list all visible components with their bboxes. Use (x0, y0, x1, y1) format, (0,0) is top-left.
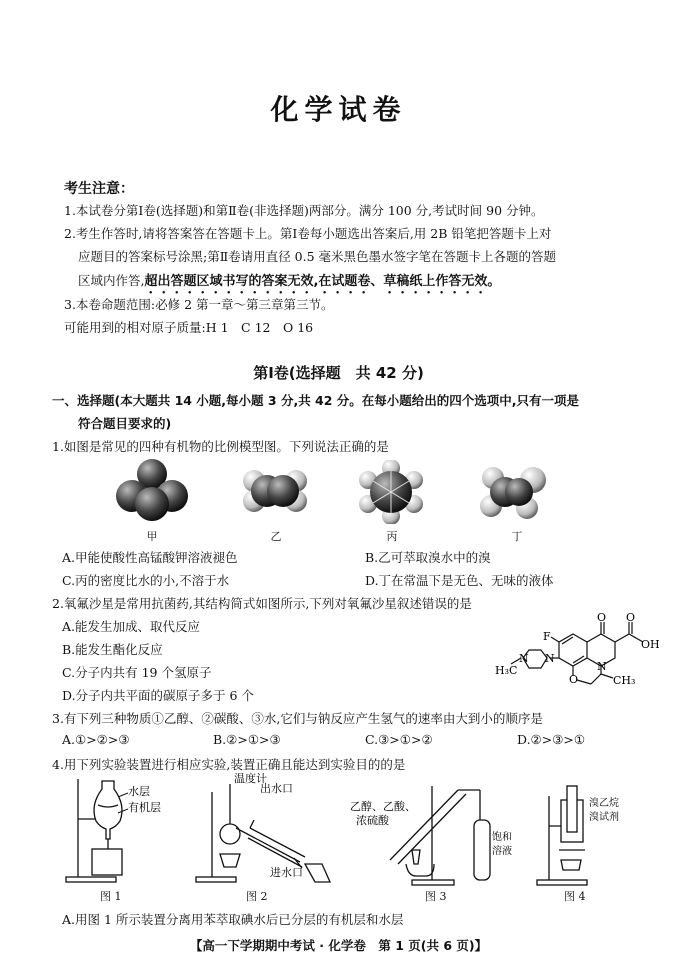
q2-stem: 2.氧氟沙星是常用抗菌药,其结构简式如图所示,下列对氧氟沙星叙述错误的是 (52, 596, 472, 611)
q2-atom-f: F (543, 630, 551, 643)
notice-item-3: 3.本卷命题范围:必修 2 第一章～第三章第三节。 (64, 297, 334, 312)
q4-fig4-label1: 溴乙烷 (589, 798, 619, 809)
q2-atom-n-pip1: N (545, 652, 555, 665)
q2-option-c: C.分子内共有 19 个氢原子 (62, 665, 212, 680)
section-instructions-line2: 符合题目要求的) (78, 416, 172, 431)
q4-fig1-label-organic: 有机层 (128, 801, 161, 814)
q4-fig1-label-water: 水层 (128, 785, 150, 798)
q1-label-yi: 乙 (270, 530, 282, 543)
section-instructions-line1: 一、选择题(本大题共 14 小题,每小题 3 分,共 42 分。在每小题给出的四个选项中,只有一项是 (52, 393, 580, 408)
q4-fig3-label-reagents1: 乙醇、乙酸、 (350, 800, 416, 813)
q3-option-b: B.②>①>③ (213, 732, 281, 747)
section-title: 第Ⅰ卷(选择题 共 42 分) (253, 364, 424, 382)
q4-fig3-ester-preparation (350, 780, 525, 887)
q4-fig3-caption: 图 3 (425, 890, 447, 903)
q1-label-ding: 丁 (511, 530, 523, 543)
q2-group-h3c: H₃C (495, 664, 518, 677)
q4-fig4-label2: 溴试剂 (589, 812, 619, 823)
q3-option-d: D.②>③>① (517, 732, 586, 747)
q1-option-b: B.乙可萃取溴水中的溴 (365, 550, 491, 565)
q2-atom-o-acid: O (626, 612, 636, 624)
q3-stem: 3.有下列三种物质①乙醇、②碳酸、③水,它们与钠反应产生氢气的速率由大到小的顺序是 (52, 711, 543, 726)
q2-atom-n-pip2: N (519, 652, 529, 665)
q3-option-a: A.①>②>③ (62, 732, 130, 747)
q4-fig2-label-inlet: 进水口 (270, 866, 303, 879)
q1-option-a: A.甲能使酸性高锰酸钾溶液褪色 (62, 550, 238, 565)
q2-atom-o-ring: O (569, 673, 579, 686)
notice-item-2-line3 (78, 270, 500, 297)
page-footer: 【高一下学期期中考试 · 化学卷 第 1 页(共 6 页)】 (189, 938, 488, 953)
q4-stem: 4.用下列实验装置进行相应实验,装置正确且能达到实验目的的是 (52, 757, 406, 772)
q4-fig3-label-solution: 溶液 (492, 846, 512, 857)
q3-option-c: C.③>①>② (365, 732, 433, 747)
atomic-masses: 可能用到的相对原子质量:H 1 C 12 O 16 (64, 320, 314, 335)
q4-fig3-label-reagents2: 浓硫酸 (356, 814, 389, 827)
q2-group-ch3: CH₃ (613, 674, 636, 687)
notice-item-2-line1: 2.考生作答时,请将答案答在答题卡上。第Ⅰ卷每小题选出答案后,用 2B 铅笔把答题卡上对 (64, 226, 552, 241)
q4-option-a: A.用图 1 所示装置分离用苯萃取碘水后已分层的有机层和水层 (62, 912, 404, 927)
q1-model-benzene (358, 460, 424, 524)
q1-model-ethanol (475, 462, 550, 524)
q2-option-b: B.能发生酯化反应 (62, 642, 163, 657)
q1-stem: 1.如图是常见的四种有机物的比例模型图。下列说法正确的是 (52, 439, 389, 454)
q4-fig1-caption: 图 1 (100, 890, 122, 903)
page-title: 化学试卷 (270, 93, 407, 126)
q4-fig2-distillation (190, 772, 340, 887)
notice-item-1: 1.本试卷分第Ⅰ卷(选择题)和第Ⅱ卷(非选择题)两部分。满分 100 分,考试时间 90 分钟。 (64, 203, 544, 218)
notice-item-2-line2: 应题目的答案标号涂黑;第Ⅱ卷请用直径 0.5 毫米黑色墨水签字笔在答题卡上各题的答题 (78, 249, 557, 264)
q4-fig2-caption: 图 2 (246, 890, 268, 903)
q1-option-c: C.丙的密度比水的小,不溶于水 (62, 573, 230, 588)
notice-heading: 考生注意： (64, 181, 134, 197)
q4-fig4-apparatus (535, 776, 645, 888)
q2-atom-n-ring: N (597, 660, 607, 673)
notice-emphasis: 超出答题区域书写的答案无效,在试题卷、草稿纸上作答无效。 (144, 274, 501, 289)
q2-option-d: D.分子内共平面的碳原子多于 6 个 (62, 688, 254, 703)
q1-label-bing: 丙 (386, 530, 398, 543)
q1-model-ethylene (240, 466, 310, 516)
q4-fig3-label-saturated: 饱和 (492, 832, 512, 843)
q1-label-jia: 甲 (146, 530, 158, 543)
q2-ofloxacin-structure (495, 612, 665, 694)
q2-atom-o-top: O (597, 612, 607, 624)
q4-fig1-separatory-funnel (62, 775, 172, 887)
q2-atom-oh: OH (641, 638, 660, 651)
q4-fig4-caption: 图 4 (564, 890, 586, 903)
q1-option-d: D.丁在常温下是无色、无味的液体 (365, 573, 554, 588)
q4-fig2-label-outlet: 出水口 (260, 782, 293, 795)
q2-option-a: A.能发生加成、取代反应 (62, 619, 201, 634)
notice-item-2-line3-plain: 区域内作答, (78, 273, 145, 288)
q1-model-methane (110, 456, 195, 526)
q4-fig2-label-thermometer: 温度计 (234, 772, 267, 785)
